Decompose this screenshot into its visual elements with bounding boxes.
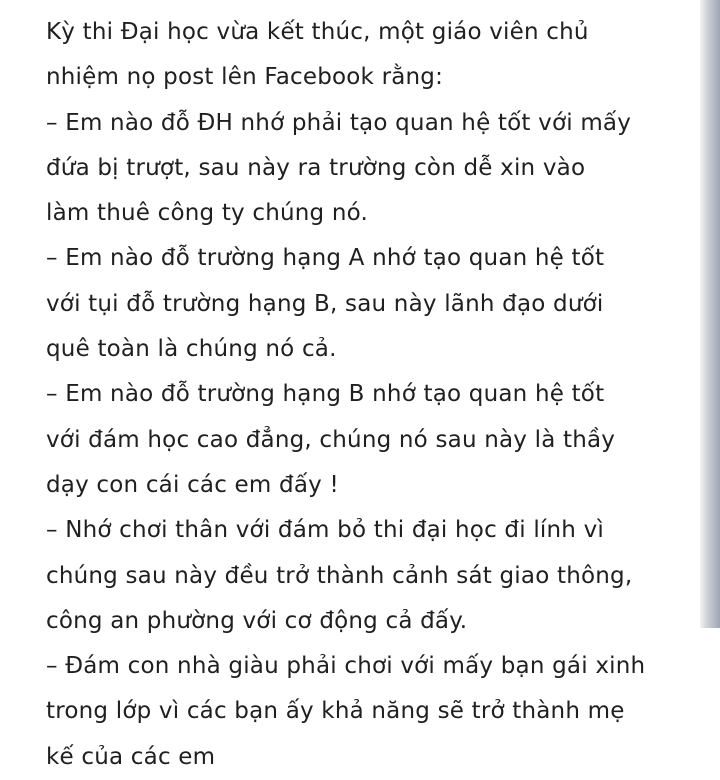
post-line: – Em nào đỗ trường hạng A nhớ tạo quan hệ tốt [46,245,605,272]
post-line: – Em nào đỗ trường hạng B nhớ tạo quan hệ tốt [46,381,605,408]
post-line: quê toàn là chúng nó cả. [46,336,337,363]
post-line: – Em nào đỗ ĐH nhớ phải tạo quan hệ tốt với mấy [46,109,632,136]
post-body [46,10,686,780]
post-line: làm thuê công ty chúng nó. [46,200,369,227]
post-line: nhiệm nọ post lên Facebook rằng: [46,64,444,91]
post-line: công an phường với cơ động cả đấy. [46,607,468,634]
post-line: đứa bị trượt, sau này ra trường còn dễ xin vào [46,154,586,181]
post-line: – Nhớ chơi thân với đám bỏ thi đại học đi lính vì [46,517,604,544]
post-line: – Đám con nhà giàu phải chơi với mấy bạn gái xinh [46,653,646,680]
post-line: với đám học cao đẳng, chúng nó sau này là thầy [46,426,616,453]
post-line: trong lớp vì các bạn ấy khả năng sẽ trở thành mẹ [46,698,625,725]
post-line: dạy con cái các em đấy ! [46,471,339,498]
post-line: kế của các em [46,743,216,770]
post-line: chúng sau này đều trở thành cảnh sát giao thông, [46,562,633,589]
page-edge-shadow [700,0,720,628]
post-line: Kỳ thi Đại học vừa kết thúc, một giáo viên chủ [46,19,589,45]
post-line: với tụi đỗ trường hạng B, sau này lãnh đạo dưới [46,290,604,317]
